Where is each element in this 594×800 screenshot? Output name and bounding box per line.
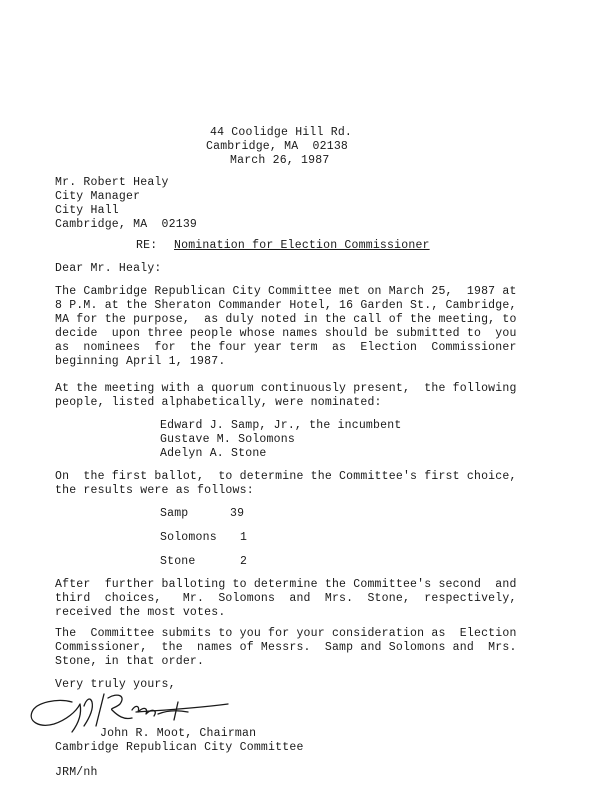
paragraph2-line: At the meeting with a quorum continuously present, the following [55, 382, 517, 395]
nominee-item: Edward J. Samp, Jr., the incumbent [160, 419, 402, 432]
ballot-candidate: Samp [160, 507, 189, 520]
recipient-name: Mr. Robert Healy [55, 176, 169, 189]
ballot-candidate: Solomons [160, 531, 217, 544]
ballot-votes: 39 [230, 507, 245, 520]
letter-date: March 26, 1987 [230, 154, 330, 167]
re-subject: Nomination for Election Commissioner [174, 239, 430, 252]
nominee-item: Gustave M. Solomons [160, 433, 295, 446]
paragraph2-line: people, listed alphabetically, were nominated: [55, 396, 382, 409]
paragraph1-line: The Cambridge Republican City Committee met on March 25, 1987 at [55, 285, 517, 298]
typist-initials: JRM/nh [55, 766, 98, 779]
paragraph4-line: received the most votes. [55, 606, 226, 619]
paragraph1-line: decide upon three people whose names should be submitted to you [55, 327, 517, 340]
ballot-votes: 2 [240, 555, 248, 568]
paragraph1-line: MA for the purpose, as duly noted in the call of the meeting, to [55, 313, 517, 326]
recipient-title: City Manager [55, 190, 141, 203]
recipient-office: City Hall [55, 204, 119, 217]
ballot-votes: 1 [240, 531, 248, 544]
nominee-item: Adelyn A. Stone [160, 447, 267, 460]
sender-street: 44 Coolidge Hill Rd. [210, 126, 353, 139]
paragraph1-line: 8 P.M. at the Sheraton Commander Hotel, 16 Garden St., Cambridge, [55, 299, 517, 312]
paragraph3-line: On the first ballot, to determine the Committee's first choice, [55, 470, 517, 483]
closing: Very truly yours, [55, 678, 176, 691]
paragraph1-line: as nominees for the four year term as Election Commissioner [55, 341, 517, 354]
paragraph5-line: Stone, in that order. [55, 655, 205, 668]
ballot-candidate: Stone [160, 555, 196, 568]
paragraph4-line: After further balloting to determine the Committee's second and [55, 578, 517, 591]
paragraph4-line: third choices, Mr. Solomons and Mrs. Stone, respectively, [55, 592, 517, 605]
salutation: Dear Mr. Healy: [55, 262, 162, 275]
paragraph5-line: The Committee submits to you for your consideration as Election [55, 627, 517, 640]
organization-name: Cambridge Republican City Committee [55, 741, 304, 754]
signer-name: John R. Moot, Chairman [100, 727, 257, 740]
re-label: RE: [136, 239, 158, 252]
paragraph3-line: the results were as follows: [55, 484, 254, 497]
sender-city: Cambridge, MA 02138 [206, 140, 349, 153]
recipient-city: Cambridge, MA 02139 [55, 218, 198, 231]
paragraph5-line: Commissioner, the names of Messrs. Samp and Solomons and Mrs. [55, 641, 517, 654]
paragraph1-line: beginning April 1, 1987. [55, 355, 226, 368]
